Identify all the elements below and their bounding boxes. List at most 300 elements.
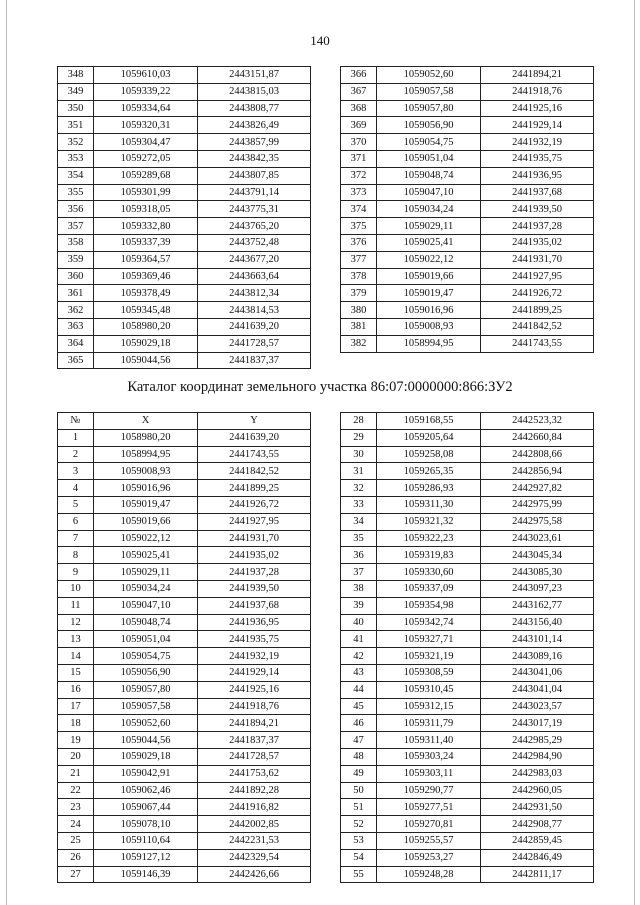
cell-y: 2443752,48 <box>198 234 311 251</box>
cell-x: 1059008,93 <box>94 463 198 480</box>
cell-y: 2443807,85 <box>198 167 311 184</box>
cell-number: 350 <box>58 100 94 117</box>
cell-number: 364 <box>58 335 94 352</box>
table-row <box>58 134 311 151</box>
cell-y: 2441728,57 <box>198 335 311 352</box>
cell-x: 1059057,58 <box>94 698 198 715</box>
table-row <box>341 631 594 648</box>
cell-y: 2442859,45 <box>481 832 594 849</box>
cell-y: 2442975,99 <box>481 496 594 513</box>
cell-y: 2442660,84 <box>481 429 594 446</box>
cell-x: 1059312,15 <box>377 698 481 715</box>
cell-number: 368 <box>341 100 377 117</box>
table-row <box>58 547 311 564</box>
table-row <box>58 251 311 268</box>
cell-y: 2441935,75 <box>481 150 594 167</box>
cell-y: 2443677,20 <box>198 251 311 268</box>
table-row <box>58 480 311 497</box>
cell-y: 2441935,02 <box>481 234 594 251</box>
table-row <box>58 150 311 167</box>
scan-edge-left <box>6 0 7 905</box>
table-row <box>341 318 594 335</box>
cell-x: 1059067,44 <box>94 799 198 816</box>
table-row <box>58 597 311 614</box>
table-row <box>341 564 594 581</box>
cell-number: 39 <box>341 597 377 614</box>
table-row <box>58 631 311 648</box>
cell-x: 1059320,31 <box>94 117 198 134</box>
cell-x: 1059056,90 <box>94 664 198 681</box>
cell-x: 1059318,05 <box>94 201 198 218</box>
header-x: X <box>94 413 198 430</box>
cell-number: 28 <box>341 413 377 430</box>
cell-x: 1059016,96 <box>377 302 481 319</box>
cell-x: 1059337,39 <box>94 234 198 251</box>
cell-number: 27 <box>58 866 94 883</box>
cell-x: 1059332,80 <box>94 218 198 235</box>
cell-y: 2441927,95 <box>481 268 594 285</box>
table-row <box>58 184 311 201</box>
cell-number: 10 <box>58 580 94 597</box>
cell-y: 2441935,02 <box>198 547 311 564</box>
table-row <box>58 201 311 218</box>
cell-x: 1059330,60 <box>377 564 481 581</box>
cell-x: 1059048,74 <box>94 614 198 631</box>
cell-number: 367 <box>341 83 377 100</box>
table-row <box>58 732 311 749</box>
cell-x: 1059272,05 <box>94 150 198 167</box>
cell-number: 355 <box>58 184 94 201</box>
cell-number: 30 <box>341 446 377 463</box>
cell-y: 2443089,16 <box>481 648 594 665</box>
cell-x: 1059048,74 <box>377 167 481 184</box>
cell-x: 1058994,95 <box>377 335 481 352</box>
table-row <box>341 302 594 319</box>
table-row <box>341 268 594 285</box>
cell-number: 359 <box>58 251 94 268</box>
cell-number: 361 <box>58 285 94 302</box>
cell-y: 2441753,62 <box>198 765 311 782</box>
table-row <box>341 134 594 151</box>
table-row <box>341 480 594 497</box>
cell-number: 2 <box>58 446 94 463</box>
cell-number: 348 <box>58 67 94 84</box>
cell-y: 2442808,66 <box>481 446 594 463</box>
cell-x: 1059610,03 <box>94 67 198 84</box>
cell-y: 2443023,57 <box>481 698 594 715</box>
table-row <box>58 318 311 335</box>
cell-y: 2443808,77 <box>198 100 311 117</box>
table-row <box>341 698 594 715</box>
cell-x: 1059029,11 <box>377 218 481 235</box>
cell-y: 2441939,50 <box>481 201 594 218</box>
cell-y: 2443162,77 <box>481 597 594 614</box>
cell-number: 36 <box>341 547 377 564</box>
cell-x: 1059110,64 <box>94 832 198 849</box>
cell-number: 5 <box>58 496 94 513</box>
cell-y: 2441743,55 <box>481 335 594 352</box>
table-row <box>58 285 311 302</box>
cell-x: 1059019,66 <box>94 513 198 530</box>
cell-y: 2442329,54 <box>198 849 311 866</box>
cell-x: 1059127,12 <box>94 849 198 866</box>
cell-number: 373 <box>341 184 377 201</box>
cell-y: 2441842,52 <box>481 318 594 335</box>
table-row <box>58 832 311 849</box>
table-row <box>341 799 594 816</box>
cell-x: 1059057,80 <box>377 100 481 117</box>
table-row <box>58 496 311 513</box>
table-row <box>341 849 594 866</box>
cell-y: 2443857,99 <box>198 134 311 151</box>
cell-y: 2441837,37 <box>198 352 311 369</box>
cell-number: 17 <box>58 698 94 715</box>
cell-number: 33 <box>341 496 377 513</box>
cell-number: 49 <box>341 765 377 782</box>
table-row <box>341 251 594 268</box>
cell-number: 365 <box>58 352 94 369</box>
cell-x: 1059345,48 <box>94 302 198 319</box>
table-row <box>58 648 311 665</box>
table-row <box>341 117 594 134</box>
cell-number: 21 <box>58 765 94 782</box>
cell-y: 2441837,37 <box>198 732 311 749</box>
cell-y: 2441936,95 <box>481 167 594 184</box>
cell-number: 371 <box>341 150 377 167</box>
cell-y: 2441899,25 <box>481 302 594 319</box>
cell-x: 1059248,28 <box>377 866 481 883</box>
table-row <box>341 681 594 698</box>
cell-number: 363 <box>58 318 94 335</box>
cell-number: 46 <box>341 715 377 732</box>
table-row <box>341 530 594 547</box>
cell-y: 2441935,75 <box>198 631 311 648</box>
cell-number: 9 <box>58 564 94 581</box>
cell-x: 1059054,75 <box>377 134 481 151</box>
cell-y: 2442426,66 <box>198 866 311 883</box>
cell-number: 35 <box>341 530 377 547</box>
table-row <box>341 732 594 749</box>
cell-number: 375 <box>341 218 377 235</box>
cell-x: 1059078,10 <box>94 816 198 833</box>
table-row <box>341 335 594 352</box>
cell-number: 370 <box>341 134 377 151</box>
table-row <box>58 715 311 732</box>
table-row <box>58 799 311 816</box>
table-row <box>341 184 594 201</box>
cell-x: 1059057,58 <box>377 83 481 100</box>
cell-y: 2441918,76 <box>198 698 311 715</box>
catalog-caption: Каталог координат земельного участка 86:07:0000000:866:ЗУ2 <box>127 379 513 395</box>
coordinate-table-top-right <box>340 66 594 353</box>
table-row <box>58 335 311 352</box>
coordinate-table-bottom-right <box>340 412 594 883</box>
cell-y: 2442856,94 <box>481 463 594 480</box>
table-row <box>58 83 311 100</box>
table-row <box>341 446 594 463</box>
cell-number: 44 <box>341 681 377 698</box>
cell-y: 2443101,14 <box>481 631 594 648</box>
cell-number: 382 <box>341 335 377 352</box>
table-row <box>58 234 311 251</box>
cell-number: 354 <box>58 167 94 184</box>
cell-y: 2443097,23 <box>481 580 594 597</box>
cell-x: 1059253,27 <box>377 849 481 866</box>
cell-x: 1059364,57 <box>94 251 198 268</box>
table-row <box>58 167 311 184</box>
cell-number: 14 <box>58 648 94 665</box>
cell-x: 1059029,18 <box>94 335 198 352</box>
cell-x: 1059054,75 <box>94 648 198 665</box>
table-row <box>58 816 311 833</box>
cell-number: 42 <box>341 648 377 665</box>
cell-number: 1 <box>58 429 94 446</box>
cell-number: 55 <box>341 866 377 883</box>
cell-number: 381 <box>341 318 377 335</box>
cell-number: 54 <box>341 849 377 866</box>
cell-y: 2441916,82 <box>198 799 311 816</box>
cell-number: 378 <box>341 268 377 285</box>
cell-number: 26 <box>58 849 94 866</box>
cell-y: 2441939,50 <box>198 580 311 597</box>
cell-y: 2442985,29 <box>481 732 594 749</box>
cell-x: 1059311,79 <box>377 715 481 732</box>
cell-y: 2443815,03 <box>198 83 311 100</box>
table-row <box>341 866 594 883</box>
table-row <box>341 496 594 513</box>
cell-number: 12 <box>58 614 94 631</box>
cell-number: 376 <box>341 234 377 251</box>
cell-x: 1059270,81 <box>377 816 481 833</box>
cell-x: 1059029,11 <box>94 564 198 581</box>
cell-number: 352 <box>58 134 94 151</box>
cell-number: 3 <box>58 463 94 480</box>
cell-x: 1059047,10 <box>377 184 481 201</box>
cell-number: 53 <box>341 832 377 849</box>
cell-x: 1059016,96 <box>94 480 198 497</box>
table-header-row <box>58 413 311 430</box>
cell-number: 351 <box>58 117 94 134</box>
cell-y: 2442983,03 <box>481 765 594 782</box>
cell-y: 2443663,64 <box>198 268 311 285</box>
cell-x: 1059042,91 <box>94 765 198 782</box>
cell-x: 1059057,80 <box>94 681 198 698</box>
cell-number: 15 <box>58 664 94 681</box>
cell-y: 2443765,20 <box>198 218 311 235</box>
table-row <box>341 218 594 235</box>
cell-y: 2442908,77 <box>481 816 594 833</box>
cell-y: 2441937,68 <box>481 184 594 201</box>
cell-y: 2443017,19 <box>481 715 594 732</box>
cell-number: 7 <box>58 530 94 547</box>
cell-x: 1059339,22 <box>94 83 198 100</box>
cell-y: 2442523,32 <box>481 413 594 430</box>
cell-x: 1059052,60 <box>377 67 481 84</box>
cell-number: 41 <box>341 631 377 648</box>
cell-y: 2441937,28 <box>198 564 311 581</box>
cell-y: 2443812,34 <box>198 285 311 302</box>
table-row <box>58 765 311 782</box>
cell-x: 1059308,59 <box>377 664 481 681</box>
cell-y: 2443045,34 <box>481 547 594 564</box>
cell-y: 2443775,31 <box>198 201 311 218</box>
cell-number: 48 <box>341 748 377 765</box>
cell-y: 2441925,16 <box>481 100 594 117</box>
cell-y: 2441932,19 <box>481 134 594 151</box>
cell-y: 2441929,14 <box>481 117 594 134</box>
cell-x: 1059342,74 <box>377 614 481 631</box>
cell-number: 25 <box>58 832 94 849</box>
cell-y: 2441892,28 <box>198 782 311 799</box>
table-row <box>341 201 594 218</box>
table-row <box>341 100 594 117</box>
cell-x: 1059019,66 <box>377 268 481 285</box>
cell-number: 50 <box>341 782 377 799</box>
cell-y: 2441639,20 <box>198 318 311 335</box>
cell-y: 2442984,90 <box>481 748 594 765</box>
table-row <box>58 530 311 547</box>
cell-number: 19 <box>58 732 94 749</box>
cell-y: 2442811,17 <box>481 866 594 883</box>
cell-x: 1059303,11 <box>377 765 481 782</box>
table-row <box>341 748 594 765</box>
table-row <box>341 614 594 631</box>
cell-number: 22 <box>58 782 94 799</box>
cell-number: 372 <box>341 167 377 184</box>
cell-number: 358 <box>58 234 94 251</box>
coordinate-table-bottom-left <box>57 412 311 883</box>
cell-y: 2443826,49 <box>198 117 311 134</box>
table-row <box>58 446 311 463</box>
cell-y: 2441929,14 <box>198 664 311 681</box>
cell-y: 2442931,50 <box>481 799 594 816</box>
cell-x: 1058980,20 <box>94 429 198 446</box>
cell-y: 2441932,19 <box>198 648 311 665</box>
cell-y: 2441918,76 <box>481 83 594 100</box>
cell-number: 37 <box>341 564 377 581</box>
table-row <box>341 150 594 167</box>
header-number: № <box>58 413 94 430</box>
header-y: Y <box>198 413 311 430</box>
cell-y: 2442975,58 <box>481 513 594 530</box>
cell-x: 1059277,51 <box>377 799 481 816</box>
table-row <box>341 816 594 833</box>
cell-number: 366 <box>341 67 377 84</box>
table-row <box>341 597 594 614</box>
cell-number: 20 <box>58 748 94 765</box>
table-row <box>58 352 311 369</box>
cell-number: 349 <box>58 83 94 100</box>
cell-x: 1059019,47 <box>377 285 481 302</box>
table-row <box>58 849 311 866</box>
table-row <box>341 580 594 597</box>
cell-y: 2443151,87 <box>198 67 311 84</box>
cell-y: 2443041,06 <box>481 664 594 681</box>
table-row <box>58 681 311 698</box>
cell-number: 6 <box>58 513 94 530</box>
cell-x: 1059205,64 <box>377 429 481 446</box>
cell-number: 24 <box>58 816 94 833</box>
cell-number: 379 <box>341 285 377 302</box>
cell-y: 2442846,49 <box>481 849 594 866</box>
cell-number: 353 <box>58 150 94 167</box>
cell-number: 377 <box>341 251 377 268</box>
table-row <box>341 429 594 446</box>
cell-y: 2443842,35 <box>198 150 311 167</box>
cell-y: 2442231,53 <box>198 832 311 849</box>
cell-number: 369 <box>341 117 377 134</box>
cell-y: 2441728,57 <box>198 748 311 765</box>
cell-number: 23 <box>58 799 94 816</box>
cell-y: 2442927,82 <box>481 480 594 497</box>
cell-number: 45 <box>341 698 377 715</box>
cell-number: 47 <box>341 732 377 749</box>
cell-x: 1059319,83 <box>377 547 481 564</box>
cell-y: 2441937,28 <box>481 218 594 235</box>
cell-x: 1059047,10 <box>94 597 198 614</box>
cell-y: 2441926,72 <box>198 496 311 513</box>
cell-x: 1059327,71 <box>377 631 481 648</box>
cell-y: 2441894,21 <box>198 715 311 732</box>
cell-y: 2441899,25 <box>198 480 311 497</box>
table-row <box>58 463 311 480</box>
table-row <box>58 117 311 134</box>
table-row <box>58 664 311 681</box>
cell-x: 1059301,99 <box>94 184 198 201</box>
cell-x: 1059044,56 <box>94 352 198 369</box>
cell-y: 2441931,70 <box>198 530 311 547</box>
cell-number: 360 <box>58 268 94 285</box>
cell-x: 1059255,57 <box>377 832 481 849</box>
table-row <box>58 67 311 84</box>
table-row <box>58 782 311 799</box>
cell-x: 1059304,47 <box>94 134 198 151</box>
cell-y: 2443023,61 <box>481 530 594 547</box>
table-row <box>341 167 594 184</box>
cell-number: 51 <box>341 799 377 816</box>
cell-y: 2443085,30 <box>481 564 594 581</box>
scan-edge-right <box>634 0 635 905</box>
table-row <box>58 748 311 765</box>
cell-y: 2442002,85 <box>198 816 311 833</box>
table-row <box>341 832 594 849</box>
cell-number: 357 <box>58 218 94 235</box>
cell-number: 38 <box>341 580 377 597</box>
table-row <box>58 698 311 715</box>
cell-y: 2441931,70 <box>481 251 594 268</box>
table-row <box>341 715 594 732</box>
cell-number: 356 <box>58 201 94 218</box>
table-row <box>58 866 311 883</box>
cell-x: 1059265,35 <box>377 463 481 480</box>
cell-x: 1059378,49 <box>94 285 198 302</box>
table-row <box>341 765 594 782</box>
cell-y: 2441936,95 <box>198 614 311 631</box>
table-row <box>58 614 311 631</box>
cell-number: 43 <box>341 664 377 681</box>
cell-x: 1059369,46 <box>94 268 198 285</box>
cell-number: 52 <box>341 816 377 833</box>
table-row <box>58 513 311 530</box>
table-row <box>58 268 311 285</box>
cell-number: 32 <box>341 480 377 497</box>
cell-x: 1059303,24 <box>377 748 481 765</box>
table-row <box>341 67 594 84</box>
cell-y: 2441894,21 <box>481 67 594 84</box>
cell-number: 40 <box>341 614 377 631</box>
cell-x: 1059051,04 <box>377 150 481 167</box>
table-row <box>341 234 594 251</box>
